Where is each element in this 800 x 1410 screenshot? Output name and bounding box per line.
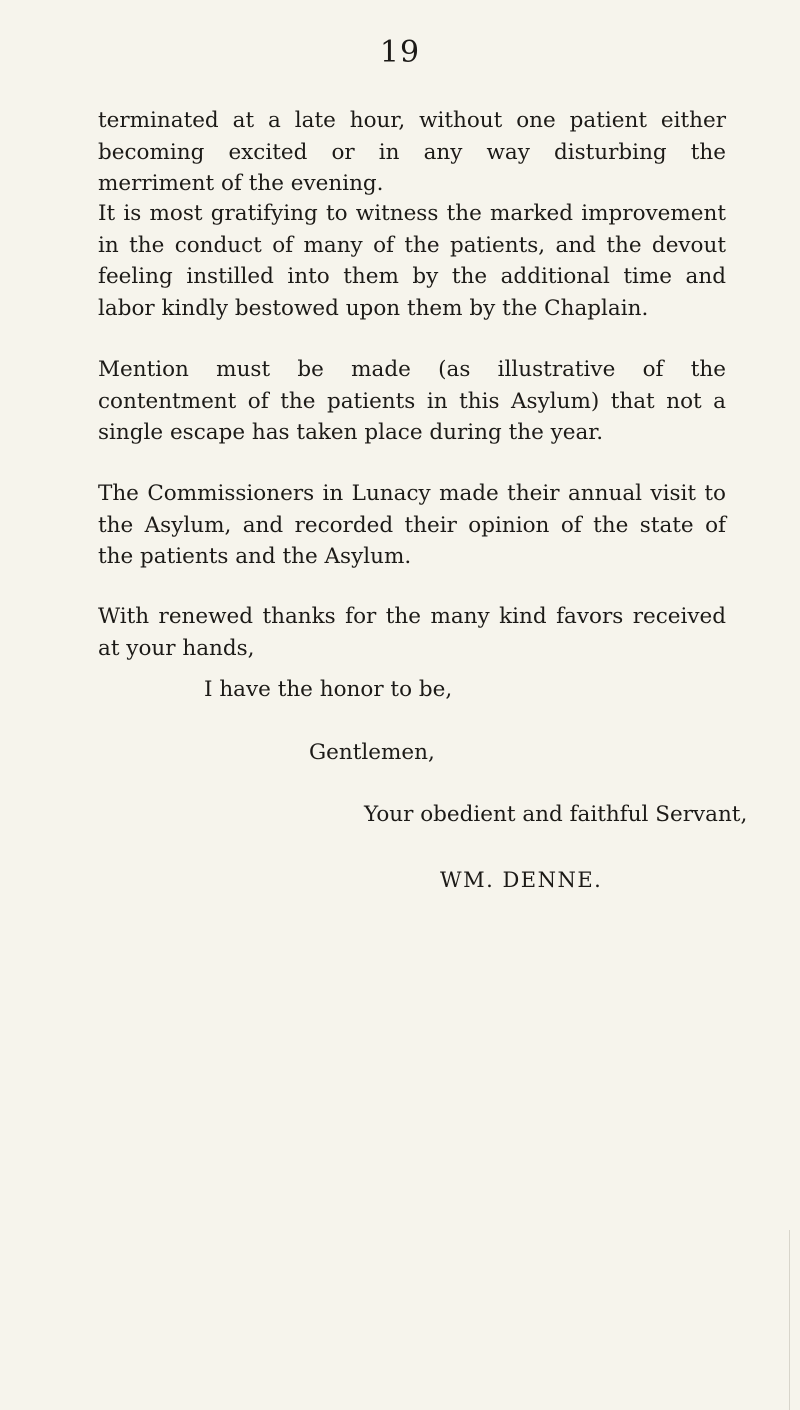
page-edge-line bbox=[789, 1230, 790, 1410]
paragraph-text: With renewed thanks for the many kind favors received at your hands, bbox=[98, 604, 726, 661]
signature: WM. DENNE. bbox=[440, 868, 603, 892]
paragraph-3 bbox=[98, 354, 726, 449]
paragraph-1 bbox=[98, 105, 726, 200]
paragraph-text: It is most gratifying to witness the marked improvement in the conduct of many of the patients, and the devout feeling instilled into them by the additional time and labor kindly bestowed upon them by the Chaplain. bbox=[98, 201, 726, 321]
closing-servant-line: Your obedient and faithful Servant, bbox=[364, 802, 748, 827]
paragraph-text: The Commissioners in Lunacy made their annual visit to the Asylum, and recorded their opinion of the state of the patients and the Asylum. bbox=[98, 481, 726, 569]
paragraph-4 bbox=[98, 478, 726, 573]
paragraph-2 bbox=[98, 198, 726, 324]
paragraph-text: terminated at a late hour, without one patient either becoming excited or in any way disturbing the merriment of the evening. bbox=[98, 108, 726, 196]
paragraph-text: Mention must be made (as illustrative of the contentment of the patients in this Asylum) that not a single escape has taken place during the year. bbox=[98, 357, 726, 445]
page-number: 19 bbox=[379, 35, 421, 70]
closing-honor-line: I have the honor to be, bbox=[204, 677, 453, 702]
paragraph-5 bbox=[98, 601, 726, 664]
salutation-gentlemen: Gentlemen, bbox=[309, 740, 435, 765]
